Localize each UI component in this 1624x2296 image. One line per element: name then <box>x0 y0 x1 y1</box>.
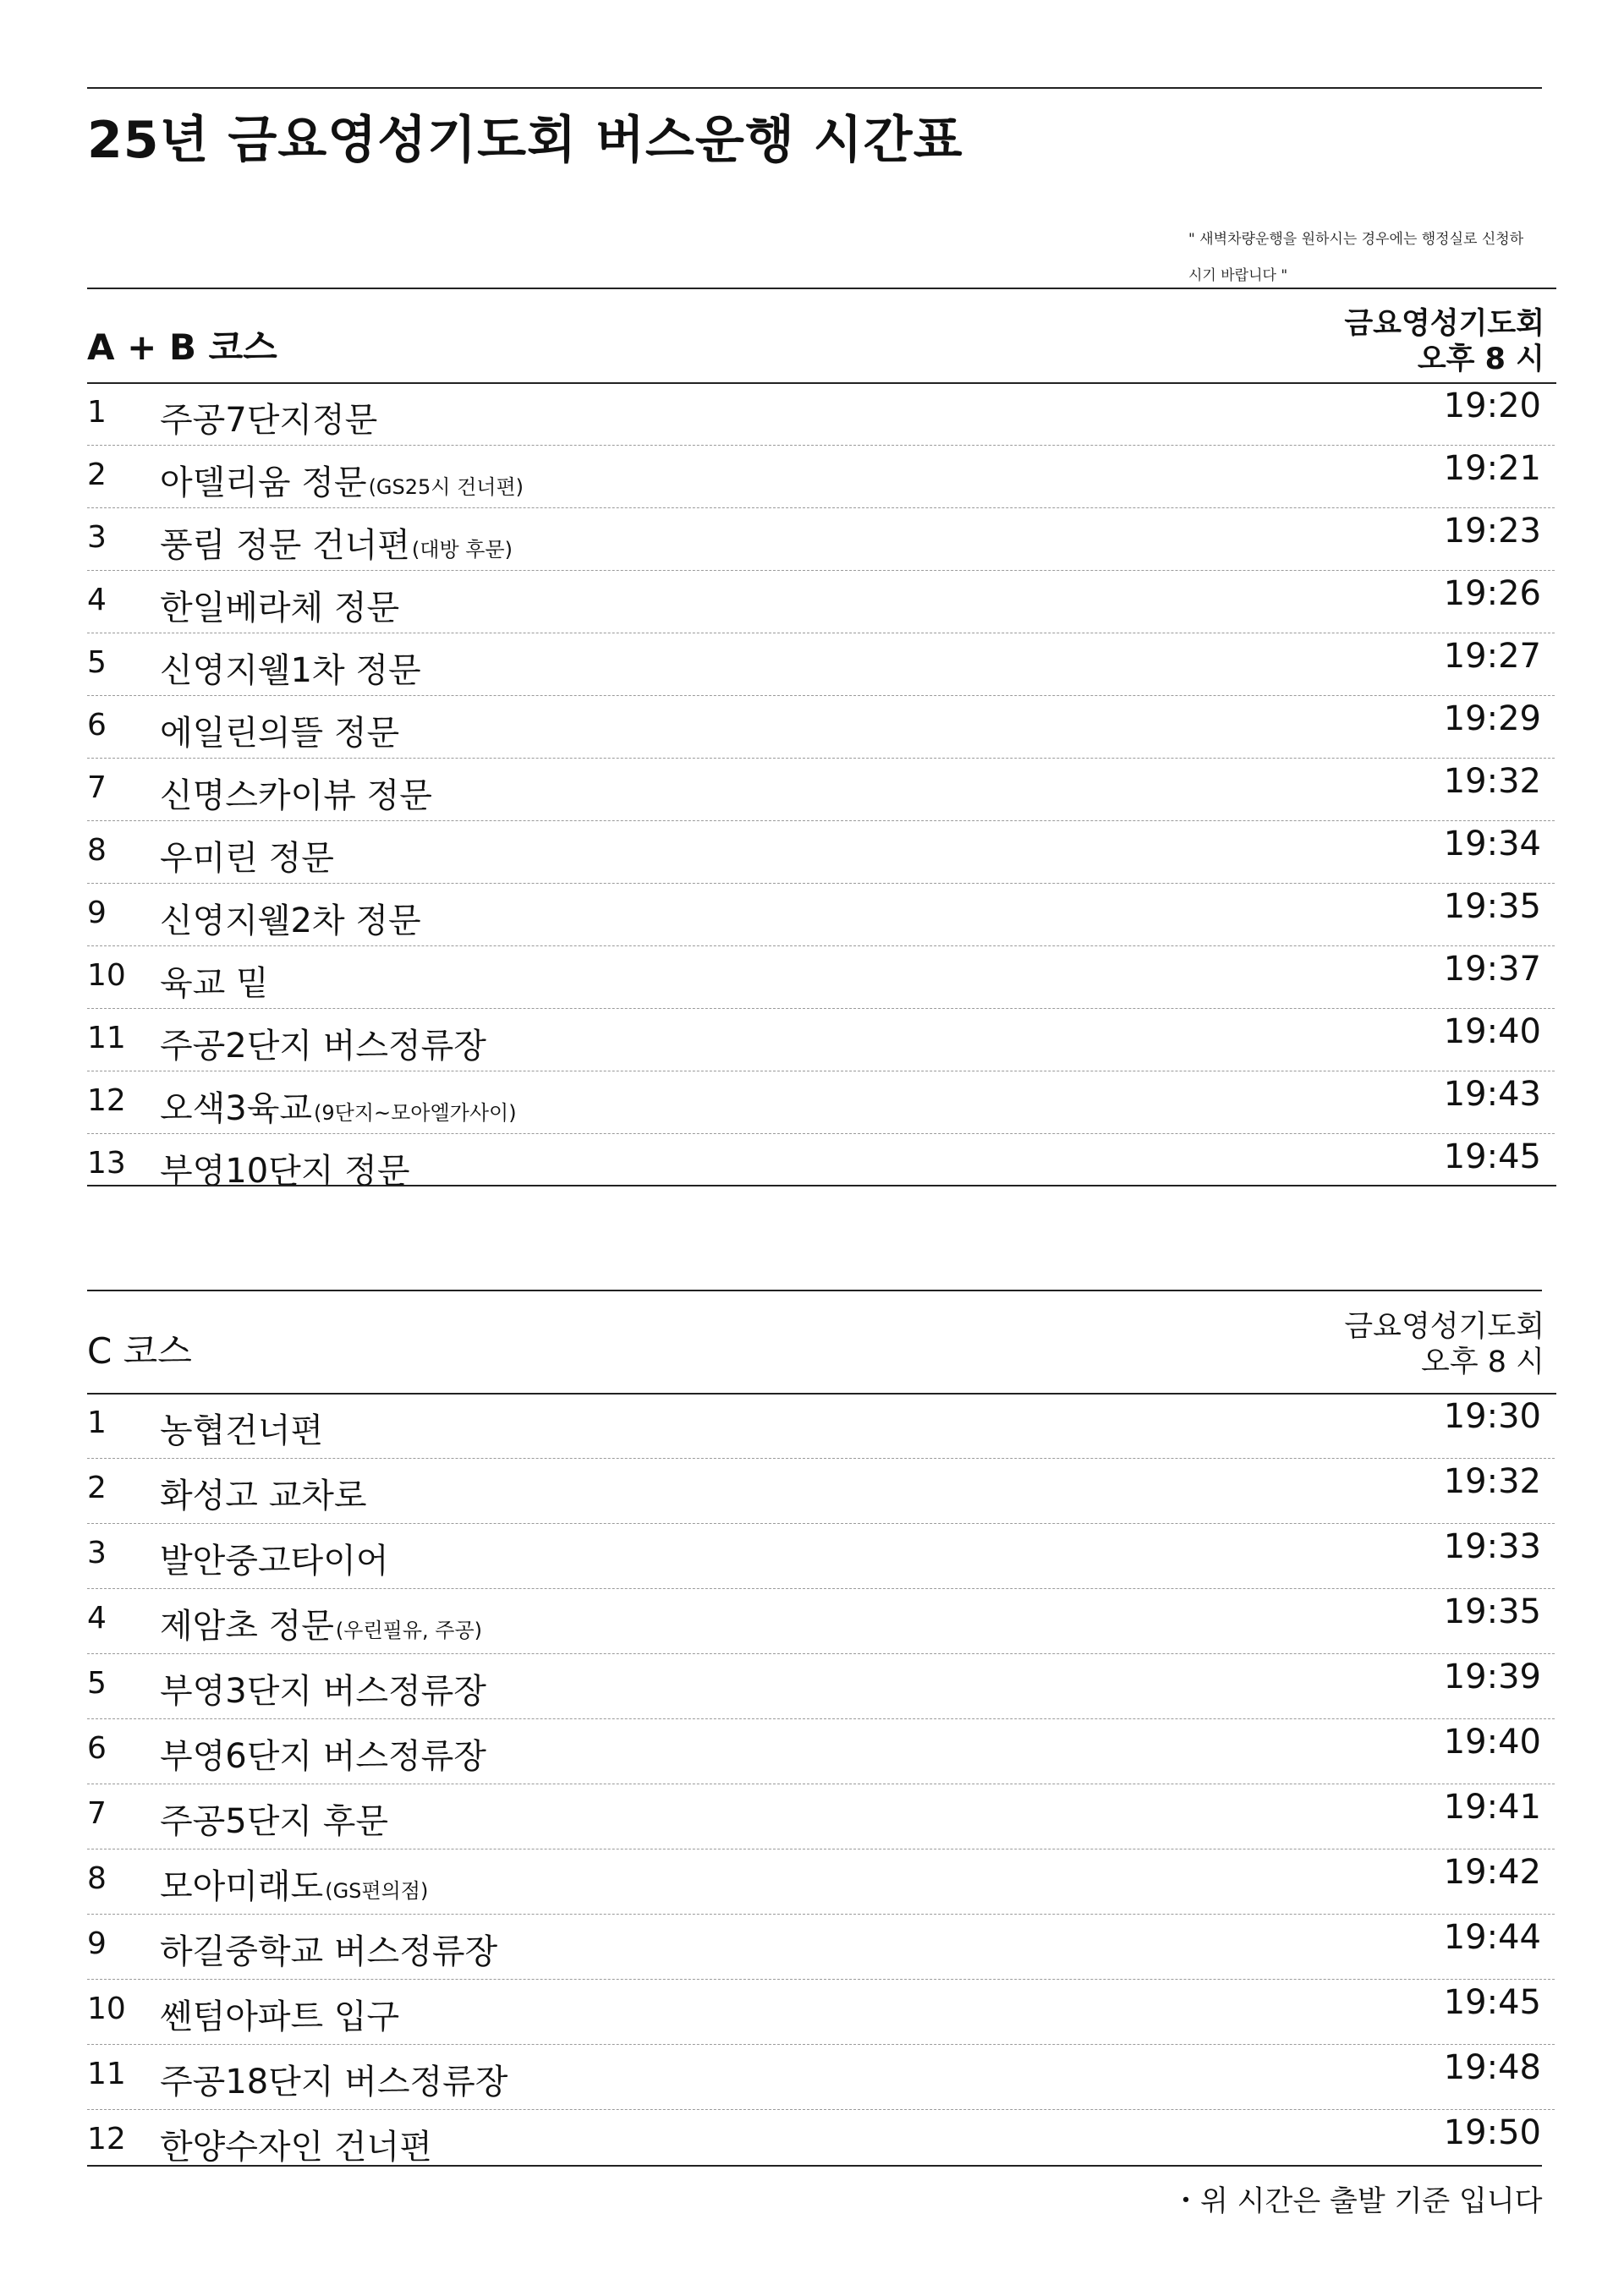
stop-detail: (GS25시 건너편) <box>368 475 524 499</box>
stop-name: 주공2단지 버스정류장 <box>160 1027 486 1066</box>
stop-name: 농협건너편 <box>160 1411 324 1450</box>
departure-time: 19:40 <box>1443 1012 1541 1051</box>
course-c-header <box>1344 1309 1544 1380</box>
departure-time: 19:45 <box>1443 1137 1541 1176</box>
stop-name-cell <box>160 1795 388 1843</box>
table-row <box>87 759 1555 821</box>
stop-name: 주공5단지 후문 <box>160 1802 389 1841</box>
stop-name: 제암초 정문 <box>160 1607 334 1646</box>
departure-time: 19:34 <box>1443 825 1541 863</box>
course-ab-title: A + B 코스 <box>87 326 277 368</box>
stop-name: 주공7단지정문 <box>160 401 378 440</box>
stop-number: 1 <box>87 395 107 430</box>
stop-name-cell <box>160 769 432 817</box>
stop-name-cell <box>160 1860 428 1908</box>
stop-name-cell <box>160 2055 508 2103</box>
table-row <box>87 1589 1555 1654</box>
table-row <box>87 1654 1555 1719</box>
table-row <box>87 1134 1555 1196</box>
departure-time: 19:33 <box>1443 1527 1541 1566</box>
stop-number: 12 <box>87 2122 126 2156</box>
stop-detail: (GS편의점) <box>325 1879 429 1903</box>
stop-name-cell <box>160 518 513 567</box>
stop-name: 한양수자인 건너편 <box>160 2128 432 2167</box>
stop-number: 3 <box>87 520 107 555</box>
table-row <box>87 1394 1555 1459</box>
departure-time: 19:21 <box>1443 449 1541 488</box>
page-title: 25년 금요영성기도회 버스운행 시간표 <box>87 111 963 170</box>
stop-name-cell <box>160 1729 486 1778</box>
stop-name-cell <box>160 1534 388 1582</box>
departure-time: 19:39 <box>1443 1658 1541 1696</box>
stop-name-cell <box>160 1925 497 1973</box>
table-row <box>87 1915 1555 1980</box>
table-row <box>87 1459 1555 1524</box>
stop-detail: (9단지~모아엘가사이) <box>314 1101 517 1125</box>
stop-number: 9 <box>87 1926 107 1961</box>
course-c-stop-list <box>87 1394 1555 2174</box>
course-ab-header-line1: 금요영성기도회 <box>1344 307 1544 341</box>
stop-name-cell <box>160 1664 486 1712</box>
stop-name: 부영3단지 버스정류장 <box>160 1672 486 1711</box>
departure-time: 19:35 <box>1443 1592 1541 1631</box>
course-c-bottom-rule <box>87 2165 1542 2167</box>
stop-name-cell <box>160 393 377 441</box>
departure-time: 19:37 <box>1443 950 1541 989</box>
stop-name-cell <box>160 1404 323 1452</box>
stop-name-cell <box>160 956 269 1005</box>
stop-detail: (우린필유, 주공) <box>335 1619 483 1642</box>
departure-time: 19:45 <box>1443 1983 1541 2022</box>
stop-name: 육교 밑 <box>160 964 269 1003</box>
stop-number: 11 <box>87 1021 126 1055</box>
departure-time: 19:26 <box>1443 574 1541 613</box>
stop-name: 풍림 정문 건너편 <box>160 526 410 565</box>
stop-number: 5 <box>87 645 107 680</box>
departure-time: 19:35 <box>1443 887 1541 926</box>
stop-name: 쎈텀아파트 입구 <box>160 1997 400 2036</box>
table-row <box>87 884 1555 946</box>
stop-name: 신영지웰1차 정문 <box>160 651 421 690</box>
stop-name: 신영지웰2차 정문 <box>160 901 421 940</box>
stop-number: 4 <box>87 583 107 617</box>
table-row <box>87 1849 1555 1915</box>
departure-time: 19:23 <box>1443 512 1541 551</box>
departure-time: 19:40 <box>1443 1723 1541 1762</box>
table-row <box>87 446 1555 508</box>
stop-number: 12 <box>87 1083 126 1118</box>
stop-name: 오색3육교 <box>160 1089 313 1128</box>
stop-number: 7 <box>87 1796 107 1831</box>
stop-name: 에일린의뜰 정문 <box>160 714 400 753</box>
stop-number: 10 <box>87 958 126 993</box>
footer-note: ・위 시간은 출발 기준 입니다 <box>1171 2184 1543 2218</box>
course-c-title: C 코스 <box>87 1330 192 1372</box>
table-row <box>87 633 1555 696</box>
stop-name-cell <box>160 456 524 504</box>
departure-time: 19:44 <box>1443 1918 1541 1957</box>
stop-number: 3 <box>87 1536 107 1570</box>
stop-name-cell <box>160 706 399 754</box>
stop-name: 부영6단지 버스정류장 <box>160 1737 486 1776</box>
table-row <box>87 696 1555 759</box>
table-row <box>87 383 1555 446</box>
departure-time: 19:29 <box>1443 699 1541 738</box>
stop-number: 7 <box>87 770 107 805</box>
course-ab-stop-list <box>87 383 1555 1196</box>
notice-line-2: 시기 바랍니다 " <box>1188 267 1288 284</box>
stop-number: 11 <box>87 2057 126 2091</box>
course-c-header-line2: 오후 8 시 <box>1421 1345 1544 1379</box>
course-ab-top-rule <box>87 288 1556 289</box>
stop-name: 하길중학교 버스정류장 <box>160 1932 498 1971</box>
table-row <box>87 1784 1555 1849</box>
stop-number: 6 <box>87 1731 107 1766</box>
course-c-header-line1: 금요영성기도회 <box>1344 1310 1544 1344</box>
stop-name-cell <box>160 1019 486 1067</box>
departure-time: 19:32 <box>1443 762 1541 801</box>
table-row <box>87 1524 1555 1589</box>
stop-name-cell <box>160 644 421 692</box>
top-rule <box>87 87 1542 89</box>
stop-name: 한일베라체 정문 <box>160 589 400 627</box>
stop-number: 8 <box>87 833 107 868</box>
table-row <box>87 1071 1555 1134</box>
stop-name: 부영10단지 정문 <box>160 1152 410 1191</box>
stop-number: 5 <box>87 1666 107 1701</box>
departure-time: 19:30 <box>1443 1397 1541 1436</box>
stop-name: 화성고 교차로 <box>160 1477 367 1515</box>
stop-name-cell <box>160 1469 367 1517</box>
stop-name-cell <box>160 894 421 942</box>
table-row <box>87 1009 1555 1071</box>
stop-name: 신명스카이뷰 정문 <box>160 776 432 815</box>
stop-number: 4 <box>87 1601 107 1636</box>
departure-time: 19:41 <box>1443 1788 1541 1827</box>
stop-name-cell <box>160 2120 432 2168</box>
stop-number: 1 <box>87 1406 107 1440</box>
stop-name: 주공18단지 버스정류장 <box>160 2063 508 2101</box>
table-row <box>87 2045 1555 2110</box>
departure-time: 19:43 <box>1443 1075 1541 1114</box>
stop-number: 2 <box>87 458 107 492</box>
stop-number: 10 <box>87 1992 126 2026</box>
table-row <box>87 1980 1555 2045</box>
stop-name: 모아미래도 <box>160 1867 324 1906</box>
stop-name-cell <box>160 831 334 879</box>
table-row <box>87 946 1555 1009</box>
stop-name-cell <box>160 581 399 629</box>
table-row <box>87 571 1555 633</box>
departure-time: 19:42 <box>1443 1853 1541 1892</box>
stop-detail: (대방 후문) <box>411 538 513 562</box>
departure-time: 19:48 <box>1443 2048 1541 2087</box>
stop-number: 6 <box>87 708 107 743</box>
course-c-top-rule <box>87 1290 1542 1291</box>
stop-name: 발안중고타이어 <box>160 1542 389 1581</box>
departure-time: 19:32 <box>1443 1462 1541 1501</box>
departure-time: 19:50 <box>1443 2113 1541 2152</box>
stop-name-cell <box>160 1990 399 2038</box>
stop-number: 9 <box>87 896 107 930</box>
stop-number: 8 <box>87 1861 107 1896</box>
departure-time: 19:20 <box>1443 386 1541 425</box>
stop-name: 아델리움 정문 <box>160 463 367 502</box>
course-ab-bottom-rule <box>87 1185 1556 1186</box>
departure-time: 19:27 <box>1443 637 1541 676</box>
stop-name-cell <box>160 1599 482 1647</box>
table-row <box>87 821 1555 884</box>
course-ab-header <box>1344 306 1544 377</box>
stop-number: 13 <box>87 1146 126 1181</box>
stop-name: 우미린 정문 <box>160 839 334 878</box>
stop-number: 2 <box>87 1471 107 1505</box>
table-row <box>87 1719 1555 1784</box>
table-row <box>87 508 1555 571</box>
course-ab-header-line2: 오후 8 시 <box>1417 342 1544 376</box>
notice-line-1: " 새벽차량운행을 원하시는 경우에는 행정실로 신청하 <box>1188 231 1524 248</box>
stop-name-cell <box>160 1082 517 1130</box>
